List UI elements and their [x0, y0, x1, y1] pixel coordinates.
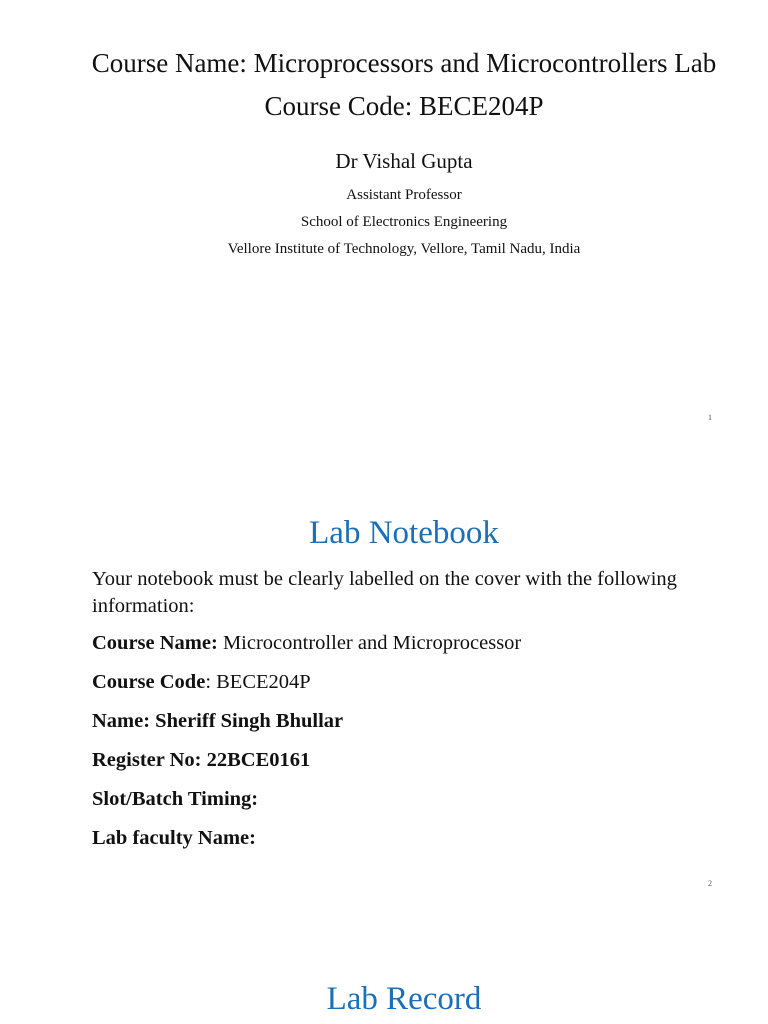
- field-label: Register No: 22BCE0161: [92, 749, 311, 771]
- page-number: 1: [708, 413, 712, 422]
- course-code-line: Course Code: BECE204P: [264, 91, 544, 121]
- author-role: Assistant Professor: [346, 187, 462, 203]
- field-student-name: [92, 710, 343, 733]
- field-label: Lab faculty Name:: [92, 827, 256, 849]
- field-value: : BECE204P: [205, 671, 311, 693]
- author-school: School of Electronics Engineering: [300, 214, 508, 230]
- author-institute: Vellore Institute of Technology, Vellore, Tamil Nadu, India: [227, 241, 581, 257]
- lab-notebook-heading: Lab Notebook: [309, 515, 499, 551]
- field-label: Name: Sheriff Singh Bhullar: [92, 710, 344, 732]
- field-lab-faculty: [92, 827, 256, 850]
- page-1: [0, 0, 768, 446]
- lab-record-heading: Lab Record: [326, 981, 482, 1017]
- author-name: Dr Vishal Gupta: [335, 149, 473, 173]
- field-value: Microcontroller and Microprocessor: [217, 632, 522, 654]
- field-label: Course Name:: [92, 632, 218, 654]
- page-2: [0, 446, 768, 912]
- field-register-no: [92, 749, 310, 772]
- field-slot-batch: [92, 788, 258, 811]
- notebook-intro: Your notebook must be clearly labelled on the cover with the following information:: [92, 568, 677, 617]
- field-course-code: [92, 671, 311, 694]
- field-course-name: [92, 632, 521, 655]
- page-3: [0, 912, 768, 1024]
- course-name-line: Course Name: Microprocessors and Microcontrollers Lab: [91, 48, 717, 78]
- field-label: Slot/Batch Timing:: [92, 788, 259, 810]
- page-number: 2: [708, 879, 712, 888]
- field-label: Course Code: [92, 671, 206, 693]
